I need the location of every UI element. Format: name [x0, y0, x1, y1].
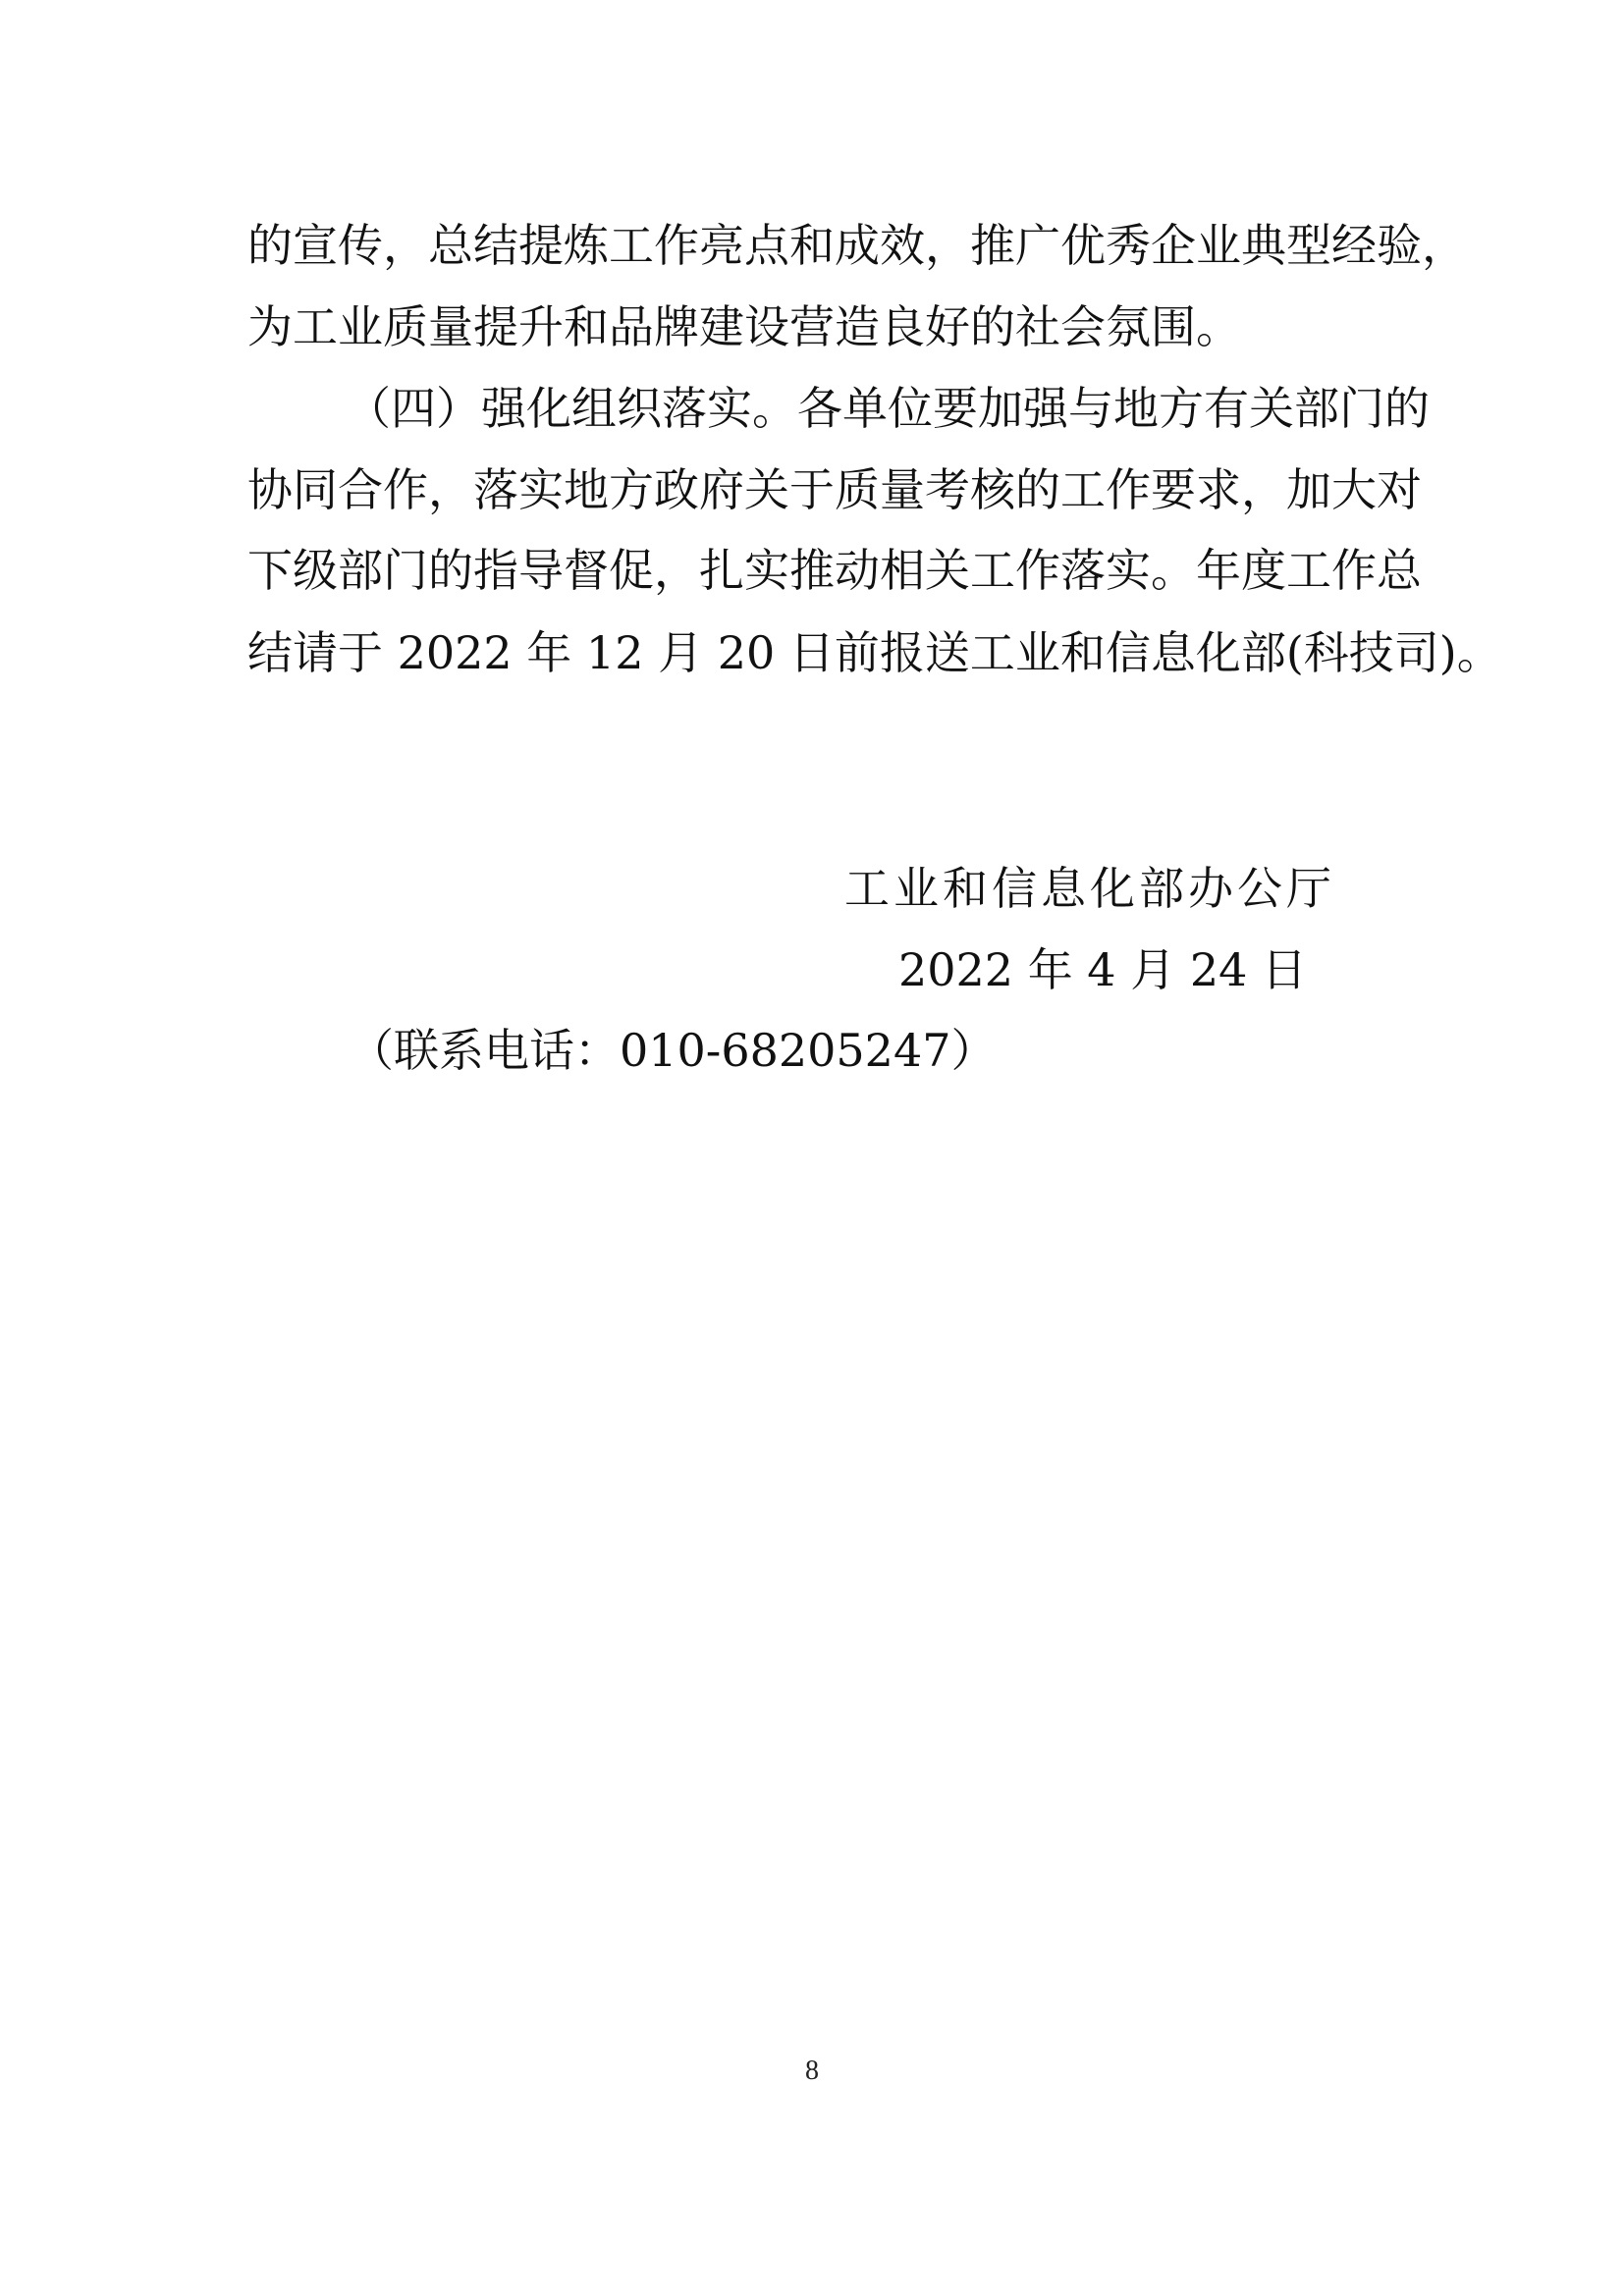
body-paragraph-line: 下级部门的指导督促，扎实推动相关工作落实。年度工作总	[247, 544, 1422, 597]
page-number: 8	[805, 2056, 819, 2086]
body-paragraph-line: 的宣传，总结提炼工作亮点和成效，推广优秀企业典型经验，	[247, 219, 1467, 272]
body-paragraph-line: 协同合作，落实地方政府关于质量考核的工作要求，加大对	[247, 463, 1422, 516]
body-paragraph-line: 结请于 2022 年 12 月 20 日前报送工业和信息化部(科技司)。	[247, 626, 1502, 679]
signature-date: 2022 年 4 月 24 日	[898, 943, 1307, 996]
contact-phone: （联系电话：010-68205247）	[349, 1024, 997, 1077]
signature-organization: 工业和信息化部办公厅	[844, 862, 1335, 915]
section-heading-paragraph-line: （四）强化组织落实。各单位要加强与地方有关部门的	[346, 382, 1430, 435]
body-paragraph-line: 为工业质量提升和品牌建设营造良好的社会氛围。	[247, 300, 1241, 353]
